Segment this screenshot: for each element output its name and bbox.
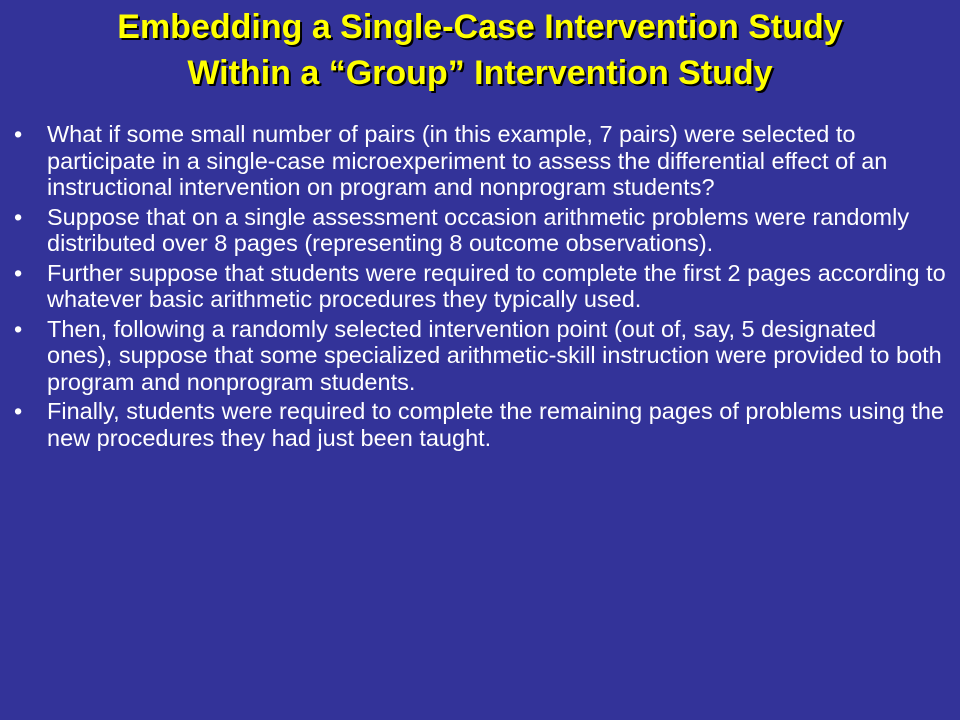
bullet-list <box>0 121 960 454</box>
bullet-item-3 <box>0 260 960 313</box>
bullet-text-3: Further suppose that students were required to complete the first 2 pages according to whatever basic arithmetic procedures they typically used. <box>47 259 946 312</box>
slide-title-line-2: Within a “Group” Intervention Study <box>187 54 773 92</box>
bullet-item-2 <box>0 204 960 257</box>
bullet-text-5: Finally, students were required to complete the remaining pages of problems using the new procedures they had just been taught. <box>47 398 944 451</box>
bullet-item-4 <box>0 316 960 396</box>
slide-title-line-1: Embedding a Single-Case Intervention Study <box>117 8 843 46</box>
bullet-text-4: Then, following a randomly selected intervention point (out of, say, 5 designated ones), suppose that some specialized arithmetic-skill instruction were provided to both program and nonprogram students. <box>47 315 942 395</box>
bullet-dot-icon: • <box>14 259 23 286</box>
bullet-dot-icon: • <box>14 121 23 147</box>
slide-title <box>0 4 960 96</box>
bullet-dot-icon: • <box>14 203 23 230</box>
bullet-item-5 <box>0 398 960 451</box>
bullet-dot-icon: • <box>14 315 23 342</box>
bullet-text-2: Suppose that on a single assessment occasion arithmetic problems were randomly distributed over 8 pages (representing 8 outcome observations). <box>47 203 910 256</box>
bullet-item-1 <box>0 121 960 201</box>
bullet-text-1: What if some small number of pairs (in this example, 7 pairs) were selected to participate in a single-case microexperiment to assess the differential effect of an instructional intervention on program and nonprogram students? <box>47 121 888 200</box>
bullet-dot-icon: • <box>14 398 23 424</box>
